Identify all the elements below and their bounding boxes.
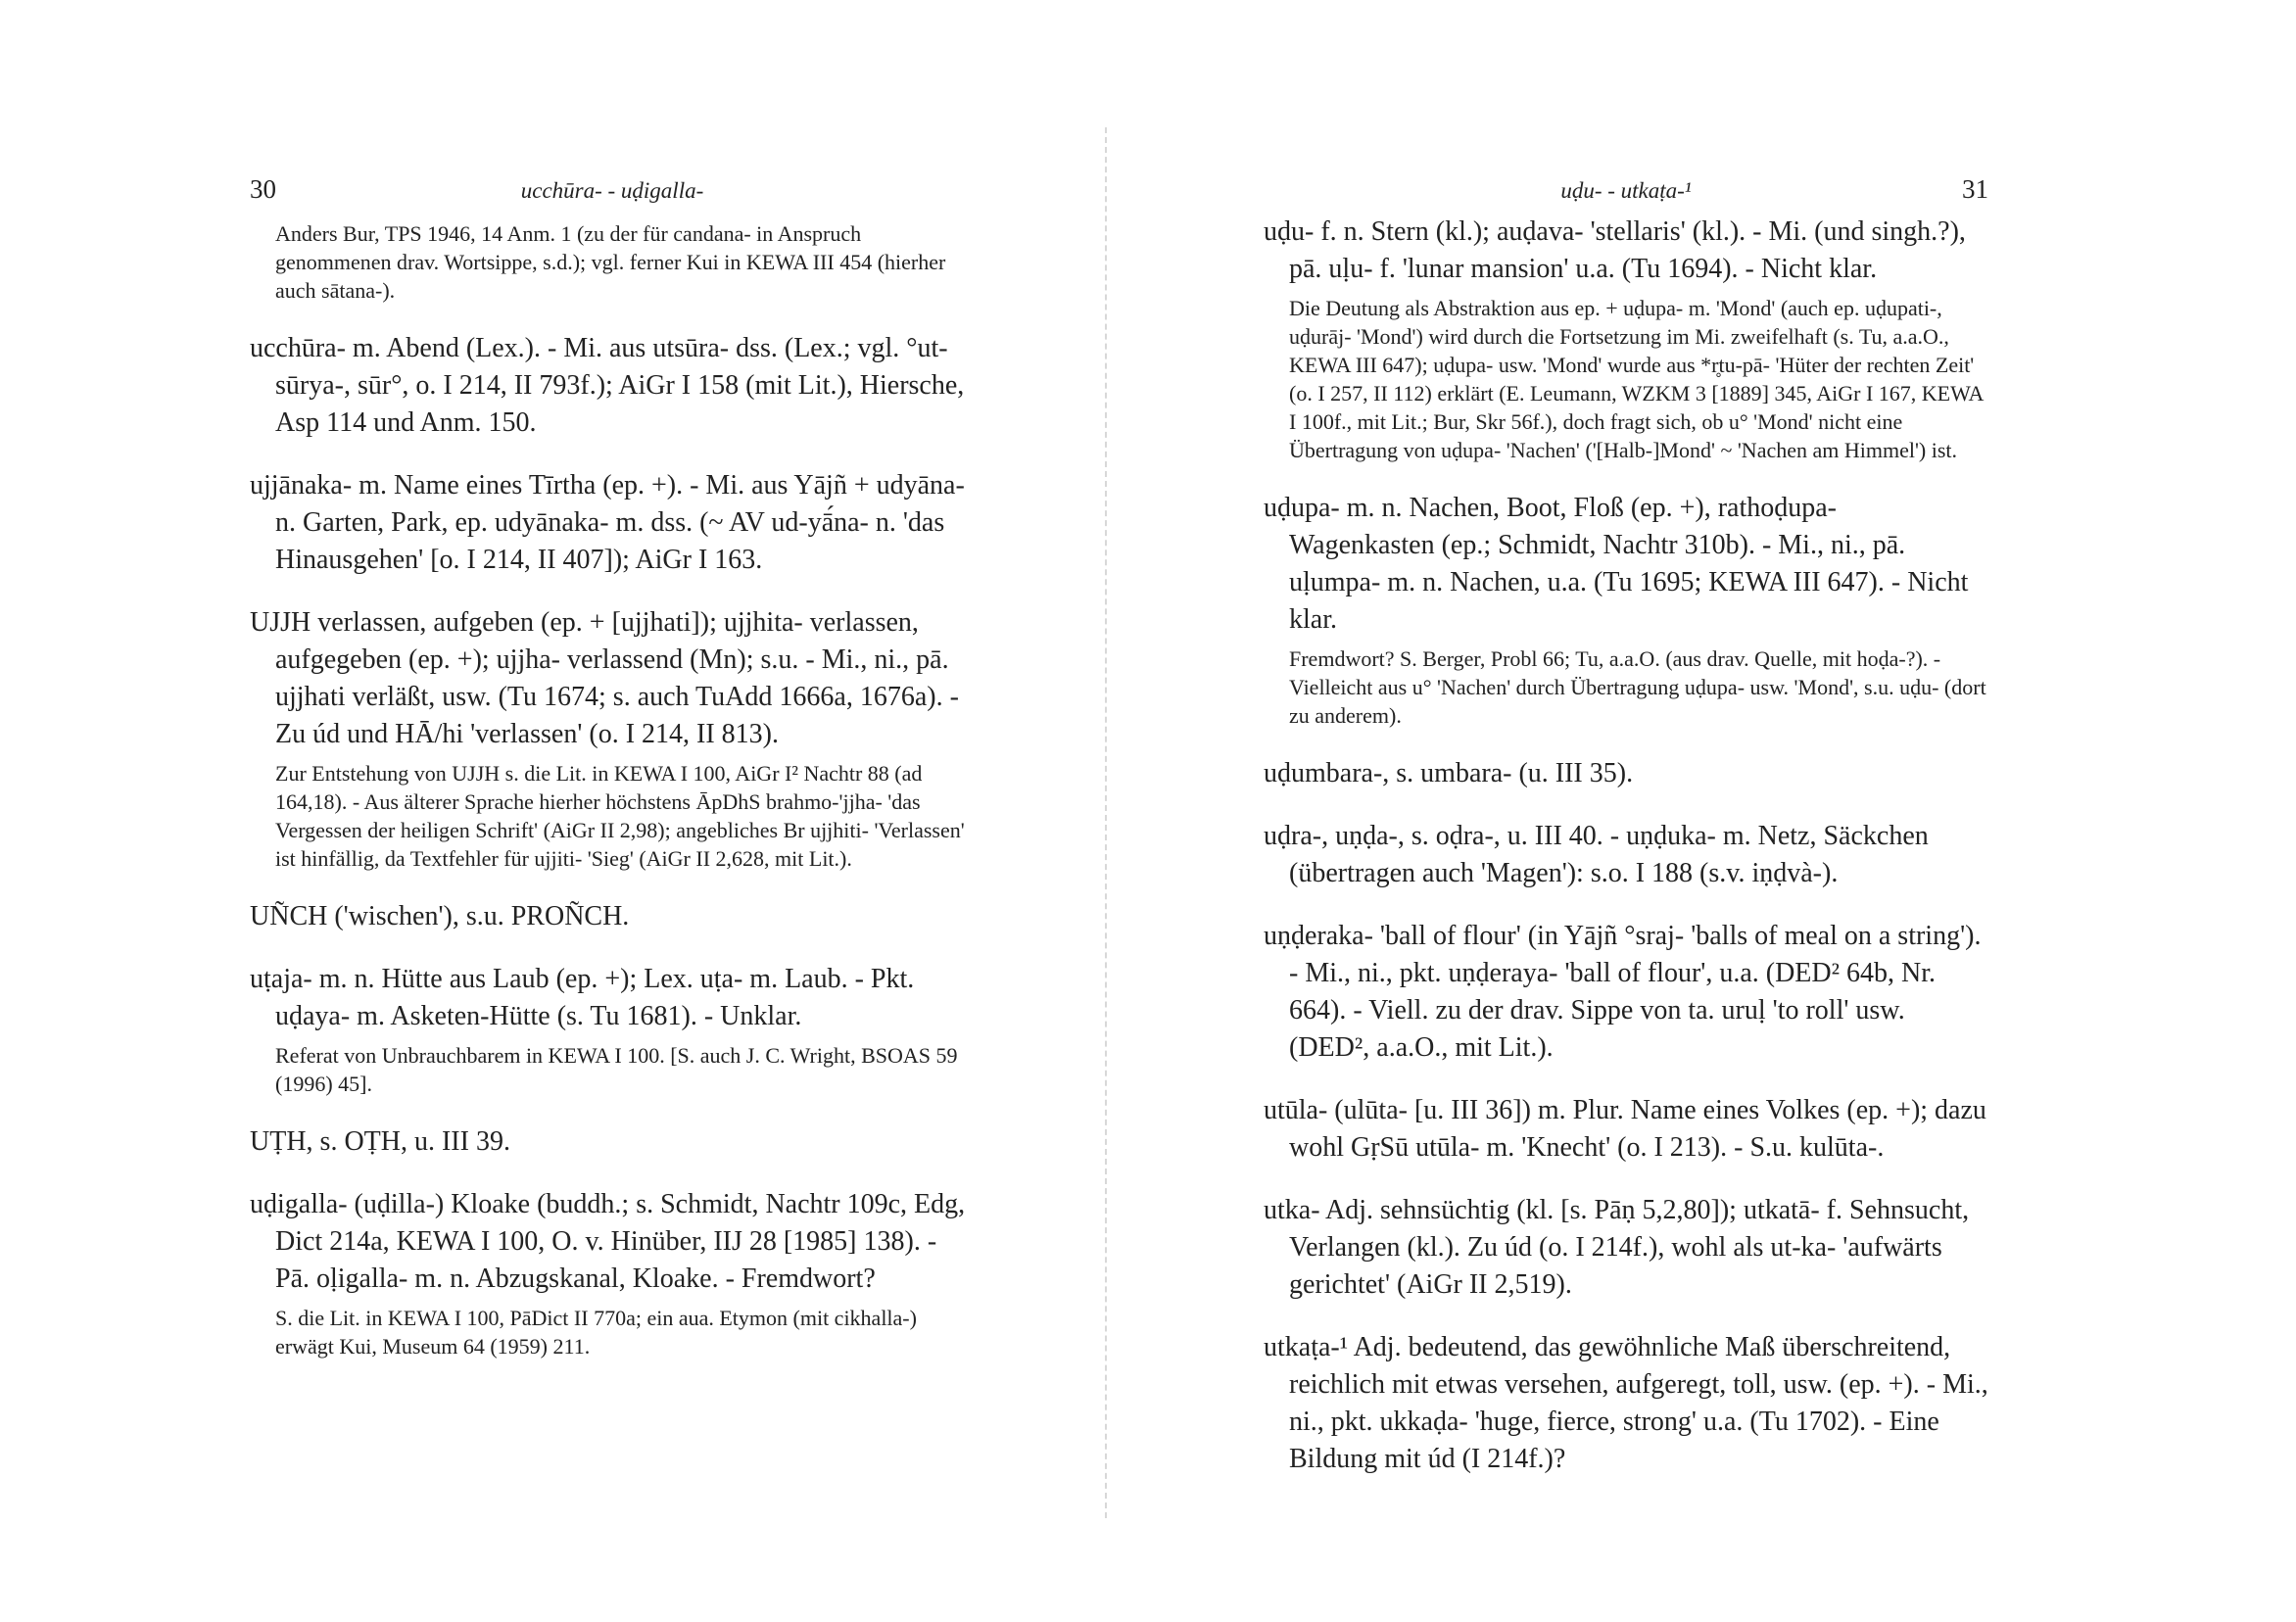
- entry-udupa: uḍupa- m. n. Nachen, Boot, Floß (ep. +), rathoḍupa- Wagenkasten (ep.; Schmidt, Nachtr 310b). - Mi., ni., pā. uḷumpa- m. n. Nachen, u.a. (Tu 1695; KEWA III 647). - Nicht klar.: [1264, 493, 1969, 635]
- entry-underaka: uṇḍeraka- 'ball of flour' (in Yājñ °sraj- 'balls of meal on a string'). - Mi., ni., pkt. uṇḍeraya- 'ball of flour', u.a. (DED² 64b, Nr. 664). - Viell. zu der drav. Sippe von ta. uruḷ 'to roll' usw. (DED², a.a.O., mit Lit.).: [1264, 921, 1982, 1063]
- note-udu: Die Deutung als Abstraktion aus ep. + uḍupa- m. 'Mond' (auch ep. uḍupati-, uḍurāj- 'Mond') wird durch die Fortsetzung im Mi. zweifelhaft (s. Tu, a.a.O., KEWA III 647); uḍupa- usw. 'Mond' wurde aus *r̥tu-pā- 'Hüter der rechten Zeit' (o. I 257, II 112) erklärt (E. Leumann, WZKM 3 [1889] 345, AiGr I 167, KEWA I 100f., mit Lit.; Bur, Skr 56f.), doch fragt sich, ob u° 'Mond' nicht eine Übertragung von uḍupa- 'Nachen' ('[Halb-]Mond' ~ 'Nachen am Himmel') ist.: [1289, 296, 1984, 462]
- left-page-number: 30: [250, 174, 276, 204]
- entry-ucchura: ucchūra- m. Abend (Lex.). - Mi. aus utsūra- dss. (Lex.; vgl. °ut-sūrya-, sūr°, o. I 214, II 793f.); AiGr I 158 (mit Lit.), Hiersche, Asp 114 und Anm. 150.: [250, 333, 965, 438]
- right-page-header: [1264, 174, 1988, 214]
- note-bur: Anders Bur, TPS 1946, 14 Anm. 1 (zu der für candana- in Anspruch genommenen drav. Wortsippe, s.d.); vgl. ferner Kui in KEWA III 454 (hierher auch sātana-).: [275, 221, 946, 303]
- entry-utka: utka- Adj. sehnsüchtig (kl. [s. Pāṇ 5,2,80]); utkatā- f. Sehnsucht, Verlangen (kl.). Zu úd (o. I 214f.), wohl als ut-ka- 'aufwärts gerichtet' (AiGr II 2,519).: [1264, 1195, 1970, 1300]
- left-page-header: [250, 174, 975, 214]
- entry-utula: utūla- (ulūta- [u. III 36]) m. Plur. Name eines Volkes (ep. +); dazu wohl GṛSū utūla- m. 'Knecht' (o. I 213). - S.u. kulūta-.: [1264, 1095, 1986, 1163]
- book-gutter: [1105, 127, 1107, 1518]
- left-running-head: ucchūra- - uḍigalla-: [520, 178, 704, 203]
- entry-ujjanaka: ujjānaka- m. Name eines Tīrtha (ep. +). - Mi. aus Yājñ + udyāna- n. Garten, Park, ep. udyānaka- m. dss. (~ AV ud-yā́na- n. 'das Hinausgehen' [o. I 214, II 407]); AiGr I 163.: [250, 470, 965, 575]
- entry-unch: UÑCH ('wischen'), s.u. PROÑCH.: [250, 901, 630, 931]
- entry-udu: uḍu- f. n. Stern (kl.); auḍava- 'stellaris' (kl.). - Mi. (und singh.?), pā. uḷu- f. 'lunar mansion' u.a. (Tu 1694). - Nicht klar.: [1264, 216, 1966, 284]
- note-utaja: Referat von Unbrauchbarem in KEWA I 100. [S. auch J. C. Wright, BSOAS 59 (1996) 45].: [275, 1043, 958, 1096]
- right-running-head: uḍu- - utkaṭa-¹: [1560, 178, 1692, 203]
- entry-udra: uḍra-, uṇḍa-, s. oḍra-, u. III 40. - uṇḍuka- m. Netz, Säckchen (übertragen auch 'Magen'): s.o. I 188 (s.v. iṇḍvà-).: [1264, 821, 1929, 888]
- entry-utaja: uṭaja- m. n. Hütte aus Laub (ep. +); Lex. uṭa- m. Laub. - Pkt. uḍaya- m. Asketen-Hütte (s. Tu 1681). - Unklar.: [250, 964, 915, 1031]
- entry-ujjh: UJJH verlassen, aufgeben (ep. + [ujjhati]); ujjhita- verlassen, aufgegeben (ep. +); ujjha- verlassend (Mn); s.u. - Mi., ni., pā. ujjhati verläßt, usw. (Tu 1674; s. auch TuAdd 1666a, 1676a). - Zu úd und HĀ/hi 'verlassen' (o. I 214, II 813).: [250, 607, 959, 749]
- entry-udumbara: uḍumbara-, s. umbara- (u. III 35).: [1264, 758, 1634, 788]
- note-ujjh: Zur Entstehung von UJJH s. die Lit. in KEWA I 100, AiGr I² Nachtr 88 (ad 164,18). - Aus älterer Sprache hierher höchstens ĀpDhS brahmo-'jjha- 'das Vergessen der heiligen Schrift' (AiGr II 2,98); angebliches Br ujjhiti- 'Verlassen' ist hinfällig, da Textfehler für ujjiti- 'Sieg' (AiGr II 2,628, mit Lit.).: [275, 761, 965, 871]
- entry-utkata: utkaṭa-¹ Adj. bedeutend, das gewöhnliche Maß überschreitend, reichlich mit etwas versehen, aufgeregt, toll, usw. (ep. +). - Mi., ni., pkt. ukkaḍa- 'huge, fierce, strong' u.a. (Tu 1702). - Eine Bildung mit úd (I 214f.)?: [1264, 1332, 1988, 1474]
- note-udupa: Fremdwort? S. Berger, Probl 66; Tu, a.a.O. (aus drav. Quelle, mit hoḍa-?). - Vielleicht aus u° 'Nachen' durch Übertragung uḍupa- usw. 'Mond', s.u. uḍu- (dort zu anderem).: [1289, 646, 1986, 728]
- right-page-number: 31: [1962, 174, 1988, 204]
- right-page: [1264, 174, 1988, 1478]
- note-udigalla: S. die Lit. in KEWA I 100, PāDict II 770a; ein aua. Etymon (mit cikhalla-) erwägt Kui, Museum 64 (1959) 211.: [275, 1306, 917, 1359]
- entry-uth: UṬH, s. OṬH, u. III 39.: [250, 1126, 510, 1157]
- entry-udigalla: uḍigalla- (uḍilla-) Kloake (buddh.; s. Schmidt, Nachtr 109c, Edg, Dict 214a, KEWA I 100, O. v. Hinüber, IIJ 28 [1985] 138). - Pā. oḷigalla- m. n. Abzugskanal, Kloake. - Fremdwort?: [250, 1189, 966, 1294]
- left-page: [250, 174, 975, 1360]
